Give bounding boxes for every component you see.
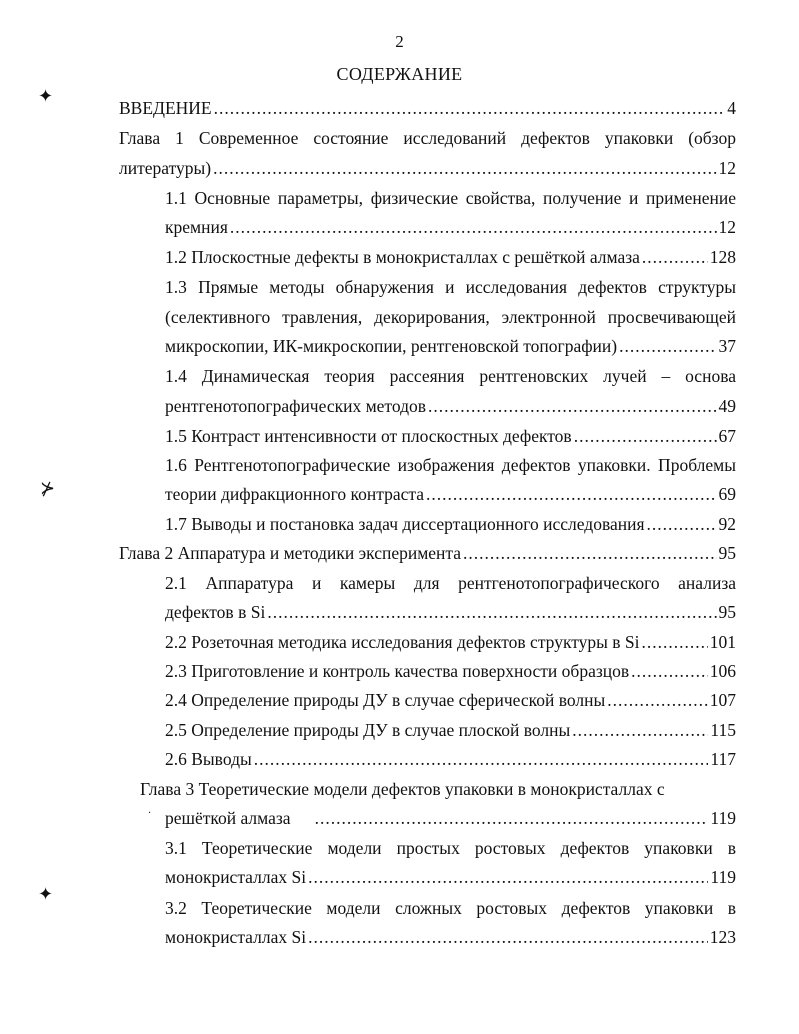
margin-mark-icon: ✦: [38, 884, 54, 905]
toc-entry-ch2[interactable]: Глава 2 Аппаратура и методики эксперимента ..... 95: [119, 541, 736, 565]
toc-entry-2-5[interactable]: 2.5 Определение природы ДУ в случае плоской волны ..... 115: [165, 718, 736, 742]
toc-entry-1-1-line1[interactable]: 1.1 Основные параметры, физические свойства, получение и применение: [165, 188, 736, 208]
toc-entry-1-7[interactable]: 1.7 Выводы и постановка задач диссертационного исследования ..... 92: [165, 512, 736, 536]
toc-entry-ch1-line2[interactable]: литературы) ..... 12: [119, 156, 736, 180]
toc-entry-3-2-line2[interactable]: монокристаллах Si ..... 123: [165, 925, 736, 949]
toc-entry-ch1-line1[interactable]: Глава 1 Современное состояние исследований дефектов упаковки (обзор: [119, 128, 736, 148]
margin-mark-icon: ✦: [38, 86, 54, 107]
toc-entry-1-6-line2[interactable]: теории дифракционного контраста ..... 69: [165, 482, 736, 506]
toc-entry-1-5[interactable]: 1.5 Контраст интенсивности от плоскостных дефектов ..... 67: [165, 424, 736, 448]
toc-entry-1-6-line1[interactable]: 1.6 Рентгенотопографические изображения дефектов упаковки. Проблемы: [165, 455, 736, 475]
margin-dot-icon: ·: [148, 808, 152, 819]
toc-entry-2-3[interactable]: 2.3 Приготовление и контроль качества поверхности образцов ..... 106: [165, 659, 736, 683]
toc-entry-1-3-line2[interactable]: (селективного травления, декорирования, электронной просвечивающей: [165, 307, 736, 327]
toc-entry-1-1-line2[interactable]: кремния ..... 12: [165, 215, 736, 239]
toc-entry-2-6[interactable]: 2.6 Выводы ..... 117: [165, 747, 736, 771]
toc-entry-ch3-line1[interactable]: Глава 3 Теоретические модели дефектов упаковки в монокристаллах с: [140, 779, 665, 799]
page-number: 2: [395, 32, 404, 51]
toc-entry-1-3-line1[interactable]: 1.3 Прямые методы обнаружения и исследования дефектов структуры: [165, 277, 736, 297]
toc-entry-intro[interactable]: ВВЕДЕНИЕ ..... 4: [119, 96, 736, 120]
toc-entry-1-2[interactable]: 1.2 Плоскостные дефекты в монокристаллах с решёткой алмаза ..... 128: [165, 245, 736, 269]
toc-entry-2-1-line1[interactable]: 2.1 Аппаратура и камеры для рентгенотопографического анализа: [165, 573, 736, 593]
toc-entry-3-1-line1[interactable]: 3.1 Теоретические модели простых ростовых дефектов упаковки в: [165, 838, 736, 858]
toc-entry-3-2-line1[interactable]: 3.2 Теоретические модели сложных ростовых дефектов упаковки в: [165, 898, 736, 918]
margin-mark-icon: ⊁: [40, 478, 56, 499]
toc-entry-2-4[interactable]: 2.4 Определение природы ДУ в случае сферической волны ..... 107: [165, 688, 736, 712]
toc-entry-1-3-line3[interactable]: микроскопии, ИК-микроскопии, рентгеновской топографии) ..... 37: [165, 334, 736, 358]
toc-entry-2-2[interactable]: 2.2 Розеточная методика исследования дефектов структуры в Si ..... 101: [165, 630, 736, 654]
toc-entry-2-1-line2[interactable]: дефектов в Si ..... 95: [165, 600, 736, 624]
toc-entry-3-1-line2[interactable]: монокристаллах Si ..... 119: [165, 865, 736, 889]
toc-entry-1-4-line2[interactable]: рентгенотопографических методов ..... 49: [165, 394, 736, 418]
page-title: СОДЕРЖАНИЕ: [336, 64, 463, 84]
toc-entry-1-4-line1[interactable]: 1.4 Динамическая теория рассеяния рентгеновских лучей – основа: [165, 366, 736, 386]
toc-entry-ch3-line2[interactable]: решёткой алмаза ..... 119: [165, 806, 736, 830]
